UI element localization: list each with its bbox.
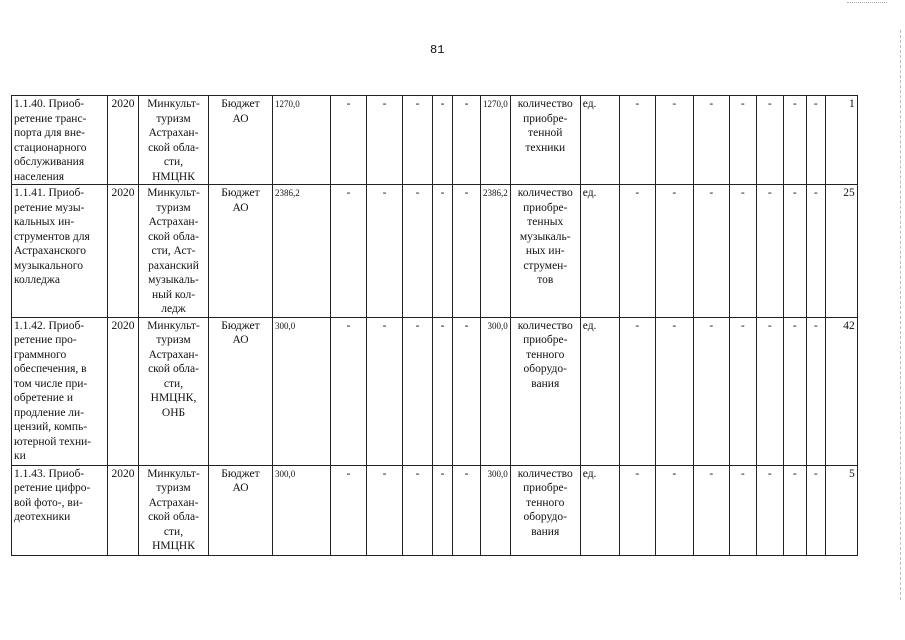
measure-year: 2020 <box>108 465 139 555</box>
indicator-name: количество приобре- тенной техники <box>510 96 580 185</box>
indicator-unit: ед. <box>580 96 619 185</box>
measure-name: 1.1.43. Приоб- ретение цифро- вой фото-, ви- деотехники <box>12 465 108 555</box>
indicator-unit: ед. <box>580 317 619 465</box>
dash-cell: - <box>433 96 453 185</box>
dash-cell: - <box>756 317 783 465</box>
dash-cell: - <box>433 185 453 318</box>
indicator-name: количество приобре- тенного оборудо- вания <box>510 317 580 465</box>
dash-cell: - <box>783 185 806 318</box>
indicator-unit: ед. <box>580 465 619 555</box>
measure-executor: Минкульт- туризм Астрахан- ской обла- сти, НМЦНК <box>139 96 209 185</box>
dash-cell: - <box>453 185 481 318</box>
funding-source: Бюджет АО <box>209 96 273 185</box>
funding-source: Бюджет АО <box>209 185 273 318</box>
measures-table <box>11 95 858 556</box>
dash-cell: - <box>331 185 367 318</box>
funding-amount: 2386,2 <box>273 185 331 318</box>
dash-cell: - <box>619 185 655 318</box>
indicator-name: количество приобре- тенного оборудо- вания <box>510 465 580 555</box>
dash-cell: - <box>619 465 655 555</box>
dash-cell: - <box>367 317 403 465</box>
table-row <box>12 317 858 465</box>
table-row <box>12 465 858 555</box>
dash-cell: - <box>433 317 453 465</box>
dash-cell: - <box>403 185 433 318</box>
funding-source: Бюджет АО <box>209 317 273 465</box>
table-row <box>12 185 858 318</box>
measure-name: 1.1.41. Приоб- ретение музы- кальных ин- струментов для Астраханского музыкального колледжа <box>12 185 108 318</box>
funding-amount-year: 300,0 <box>481 465 511 555</box>
measure-name: 1.1.42. Приоб- ретение про- граммного обеспечения, в том числе при- обретение и продление ли- цензий, компь- ютерной техни- ки <box>12 317 108 465</box>
measure-executor: Минкульт- туризм Астрахан- ской обла- сти, НМЦНК <box>139 465 209 555</box>
dash-cell: - <box>693 96 729 185</box>
dash-cell: - <box>783 465 806 555</box>
dash-cell: - <box>693 317 729 465</box>
funding-amount-year: 1270,0 <box>481 96 511 185</box>
dash-cell: - <box>756 185 783 318</box>
measure-year: 2020 <box>108 96 139 185</box>
funding-source: Бюджет АО <box>209 465 273 555</box>
measure-executor: Минкульт- туризм Астрахан- ской обла- сти, Аст- раханский музыкаль- ный кол- ледж <box>139 185 209 318</box>
scan-edge-mark <box>847 2 887 4</box>
dash-cell: - <box>729 96 756 185</box>
table-row <box>12 96 858 185</box>
funding-amount-year: 2386,2 <box>481 185 511 318</box>
dash-cell: - <box>367 185 403 318</box>
dash-cell: - <box>783 317 806 465</box>
dash-cell: - <box>403 317 433 465</box>
dash-cell: - <box>729 185 756 318</box>
dash-cell: - <box>331 96 367 185</box>
dash-cell: - <box>367 96 403 185</box>
dash-cell: - <box>453 96 481 185</box>
measure-year: 2020 <box>108 317 139 465</box>
scan-edge-dashes <box>899 30 901 600</box>
dash-cell: - <box>693 465 729 555</box>
indicator-target: 25 <box>825 185 857 318</box>
funding-amount: 300,0 <box>273 317 331 465</box>
dash-cell: - <box>619 96 655 185</box>
dash-cell: - <box>619 317 655 465</box>
indicator-name: количество приобре- тенных музыкаль- ных ин- струмен- тов <box>510 185 580 318</box>
dash-cell: - <box>729 465 756 555</box>
funding-amount: 1270,0 <box>273 96 331 185</box>
dash-cell: - <box>655 465 693 555</box>
dash-cell: - <box>806 96 825 185</box>
dash-cell: - <box>756 465 783 555</box>
dash-cell: - <box>403 96 433 185</box>
dash-cell: - <box>806 185 825 318</box>
indicator-target: 42 <box>825 317 857 465</box>
dash-cell: - <box>403 465 433 555</box>
dash-cell: - <box>433 465 453 555</box>
indicator-unit: ед. <box>580 185 619 318</box>
dash-cell: - <box>367 465 403 555</box>
measure-year: 2020 <box>108 185 139 318</box>
dash-cell: - <box>729 317 756 465</box>
dash-cell: - <box>453 317 481 465</box>
dash-cell: - <box>655 317 693 465</box>
measure-executor: Минкульт- туризм Астрахан- ской обла- сти, НМЦНК, ОНБ <box>139 317 209 465</box>
dash-cell: - <box>806 465 825 555</box>
funding-amount: 300,0 <box>273 465 331 555</box>
dash-cell: - <box>331 317 367 465</box>
funding-amount-year: 300,0 <box>481 317 511 465</box>
measure-name: 1.1.40. Приоб- ретение транс- порта для вне- стационарного обслуживания населения <box>12 96 108 185</box>
dash-cell: - <box>453 465 481 555</box>
dash-cell: - <box>806 317 825 465</box>
dash-cell: - <box>756 96 783 185</box>
dash-cell: - <box>783 96 806 185</box>
dash-cell: - <box>331 465 367 555</box>
page-number: 81 <box>430 43 445 57</box>
indicator-target: 1 <box>825 96 857 185</box>
dash-cell: - <box>655 96 693 185</box>
dash-cell: - <box>655 185 693 318</box>
indicator-target: 5 <box>825 465 857 555</box>
dash-cell: - <box>693 185 729 318</box>
